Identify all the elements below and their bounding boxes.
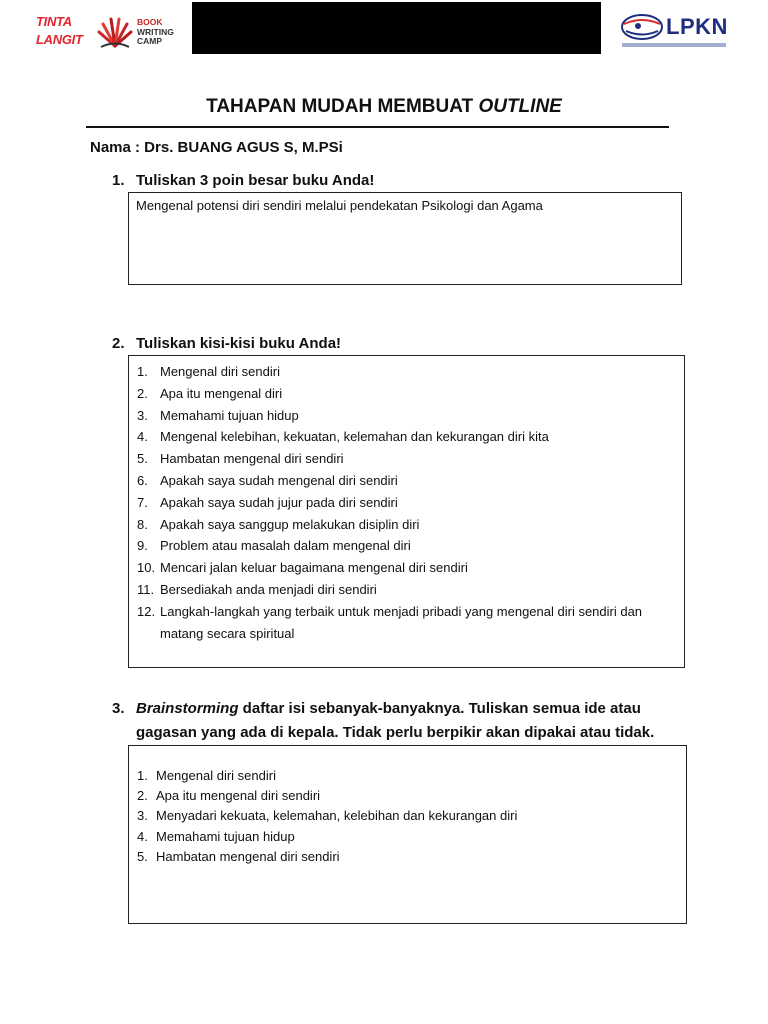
list-item: 8. Apakah saya sanggup melakukan disiplin diri: [137, 516, 420, 532]
section2-heading: [0, 332, 768, 356]
section1-number: 1.: [112, 172, 125, 189]
section1-answer: Mengenal potensi diri sendiri melalui pendekatan Psikologi dan Agama: [136, 198, 543, 213]
list-item: 1. Mengenal diri sendiri: [137, 768, 276, 783]
list-item: 3. Menyadari kekuata, kelemahan, kelebihan dan kekurangan diri: [137, 808, 518, 824]
bwc-line2: WRITING: [137, 26, 174, 37]
bwc-wordmark: [137, 18, 174, 47]
section3-heading-italic: Brainstorming: [136, 700, 239, 717]
section3-answer-box[interactable]: [128, 745, 687, 924]
section2-answer-box[interactable]: [128, 355, 685, 668]
section3-heading: [0, 697, 768, 745]
section1-heading: [0, 169, 768, 193]
tinta-langit-logo: [36, 11, 83, 55]
title-main: TAHAPAN MUDAH MEMBUAT: [206, 96, 479, 117]
book-writing-camp-logo: [95, 16, 185, 52]
bwc-line1: BOOK: [137, 17, 163, 27]
author-name: Nama : Drs. BUANG AGUS S, M.PSi: [90, 139, 343, 156]
title-underline: [86, 126, 669, 128]
book-fan-icon: [95, 16, 135, 50]
section2-heading-text: Tuliskan kisi-kisi buku Anda!: [136, 335, 342, 352]
list-item: 1. Mengenal diri sendiri: [137, 364, 280, 379]
section3-heading-line1-rest: daftar isi sebanyak-banyaknya. Tuliskan semua ide atau: [238, 700, 641, 717]
list-item: 4. Memahami tujuan hidup: [137, 828, 295, 844]
section3-number: 3.: [112, 700, 125, 717]
section1-answer-box[interactable]: [128, 192, 682, 285]
section1-heading-text: Tuliskan 3 poin besar buku Anda!: [136, 172, 375, 189]
page-title: [0, 96, 768, 118]
logo-left-line2: LANGIT: [36, 32, 83, 47]
list-item: 2. Apa itu mengenal diri sendiri: [137, 788, 321, 804]
redacted-black-bar: [192, 2, 601, 54]
list-item: 6. Apakah saya sudah mengenal diri sendiri: [137, 472, 398, 488]
section2-list: [132, 361, 672, 644]
title-emphasis: OUTLINE: [478, 96, 562, 117]
bwc-line3: CAMP: [137, 36, 163, 46]
lpkn-wordmark: LPKN: [666, 14, 728, 39]
list-item: 10. Mencari jalan keluar bagaimana mengenal diri sendiri: [137, 560, 468, 576]
list-item: 2. Apa itu mengenal diri: [137, 385, 283, 401]
list-item: 5. Hambatan mengenal diri sendiri: [137, 848, 340, 864]
section3-heading-line1: [136, 697, 641, 721]
section3-heading-line2: gagasan yang ada di kepala. Tidak perlu berpikir akan dipakai atau tidak.: [136, 724, 655, 741]
list-item: 12. Langkah-langkah yang terbaik untuk menjadi pribadi yang mengenal diri sendiri dan matang secara spiritual: [137, 603, 643, 641]
list-item: 4. Mengenal kelebihan, kekuatan, kelemahan dan kekurangan diri kita: [137, 429, 549, 445]
list-item: 7. Apakah saya sudah jujur pada diri sendiri: [137, 494, 398, 510]
list-item: 9. Problem atau masalah dalam mengenal diri: [137, 538, 411, 554]
list-item: 5. Hambatan mengenal diri sendiri: [137, 451, 344, 467]
list-item: 3. Memahami tujuan hidup: [137, 407, 299, 423]
logo-left-line1: TINTA: [36, 14, 72, 29]
lpkn-tagline-bar: [622, 43, 726, 47]
section3-list: [132, 766, 672, 867]
section2-number: 2.: [112, 335, 125, 352]
list-item: 11. Bersediakah anda menjadi diri sendiri: [137, 581, 377, 597]
lpkn-logo: [620, 12, 730, 54]
globe-icon: [620, 12, 664, 42]
